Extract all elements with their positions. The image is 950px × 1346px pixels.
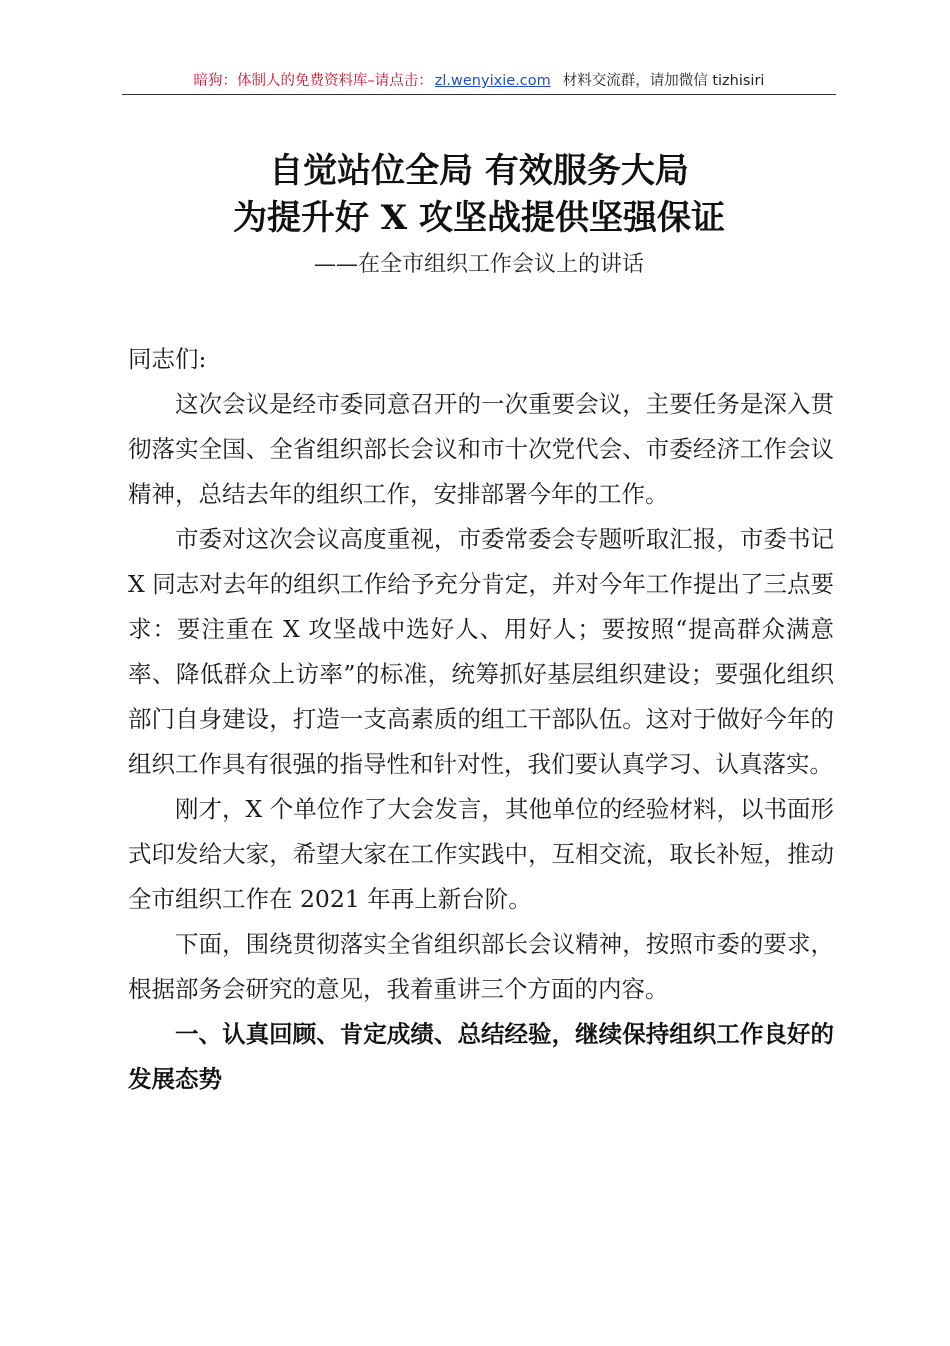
document-title-line-1: 自觉站位全局 有效服务大局 bbox=[269, 151, 689, 191]
group-note: 材料交流群，请加微信 tizhisiri bbox=[562, 73, 765, 89]
site-link[interactable]: zl.wenyixie.com bbox=[434, 73, 551, 89]
paragraph: 下面，围绕贯彻落实全省组织部长会议精神，按照市委的要求，根据部务会研究的意见，我着重讲三个方面的内容。 bbox=[128, 930, 834, 1003]
page-header-banner bbox=[122, 70, 836, 94]
source-label: 暗狗：体制人的免费资料库 bbox=[193, 73, 368, 89]
document-subtitle: ——在全市组织工作会议上的讲话 bbox=[313, 252, 644, 277]
document-body bbox=[128, 337, 834, 1102]
header-divider bbox=[122, 94, 836, 95]
click-prompt: –请点击： bbox=[367, 73, 433, 89]
section-heading: 一、认真回顾、肯定成绩、总结经验，继续保持组织工作良好的发展态势 bbox=[128, 1020, 834, 1093]
salutation: 同志们: bbox=[128, 345, 207, 373]
paragraph: 市委对这次会议高度重视，市委常委会专题听取汇报，市委书记 X 同志对去年的组织工作给予充分肯定，并对今年工作提出了三点要求：要注重在 X 攻坚战中选好人、用好人；要按照“提高群众满意率、降低群众上访率”的标准，统筹抓好基层组织建设；要强化组织部门自身建设，打造一支高素质的组工干部队伍。这对于做好今年的组织工作具有很强的指导性和针对性，我们要认真学习、认真落实。 bbox=[128, 525, 834, 778]
paragraph: 这次会议是经市委同意召开的一次重要会议，主要任务是深入贯彻落实全国、全省组织部长会议和市十次党代会、市委经济工作会议精神，总结去年的组织工作，安排部署今年的工作。 bbox=[128, 390, 834, 508]
document-title-line-2: 为提升好 X 攻坚战提供坚强保证 bbox=[232, 198, 726, 238]
paragraph: 刚才，X 个单位作了大会发言，其他单位的经验材料，以书面形式印发给大家，希望大家在工作实践中，互相交流，取长补短，推动全市组织工作在 2021 年再上新台阶。 bbox=[128, 795, 834, 913]
